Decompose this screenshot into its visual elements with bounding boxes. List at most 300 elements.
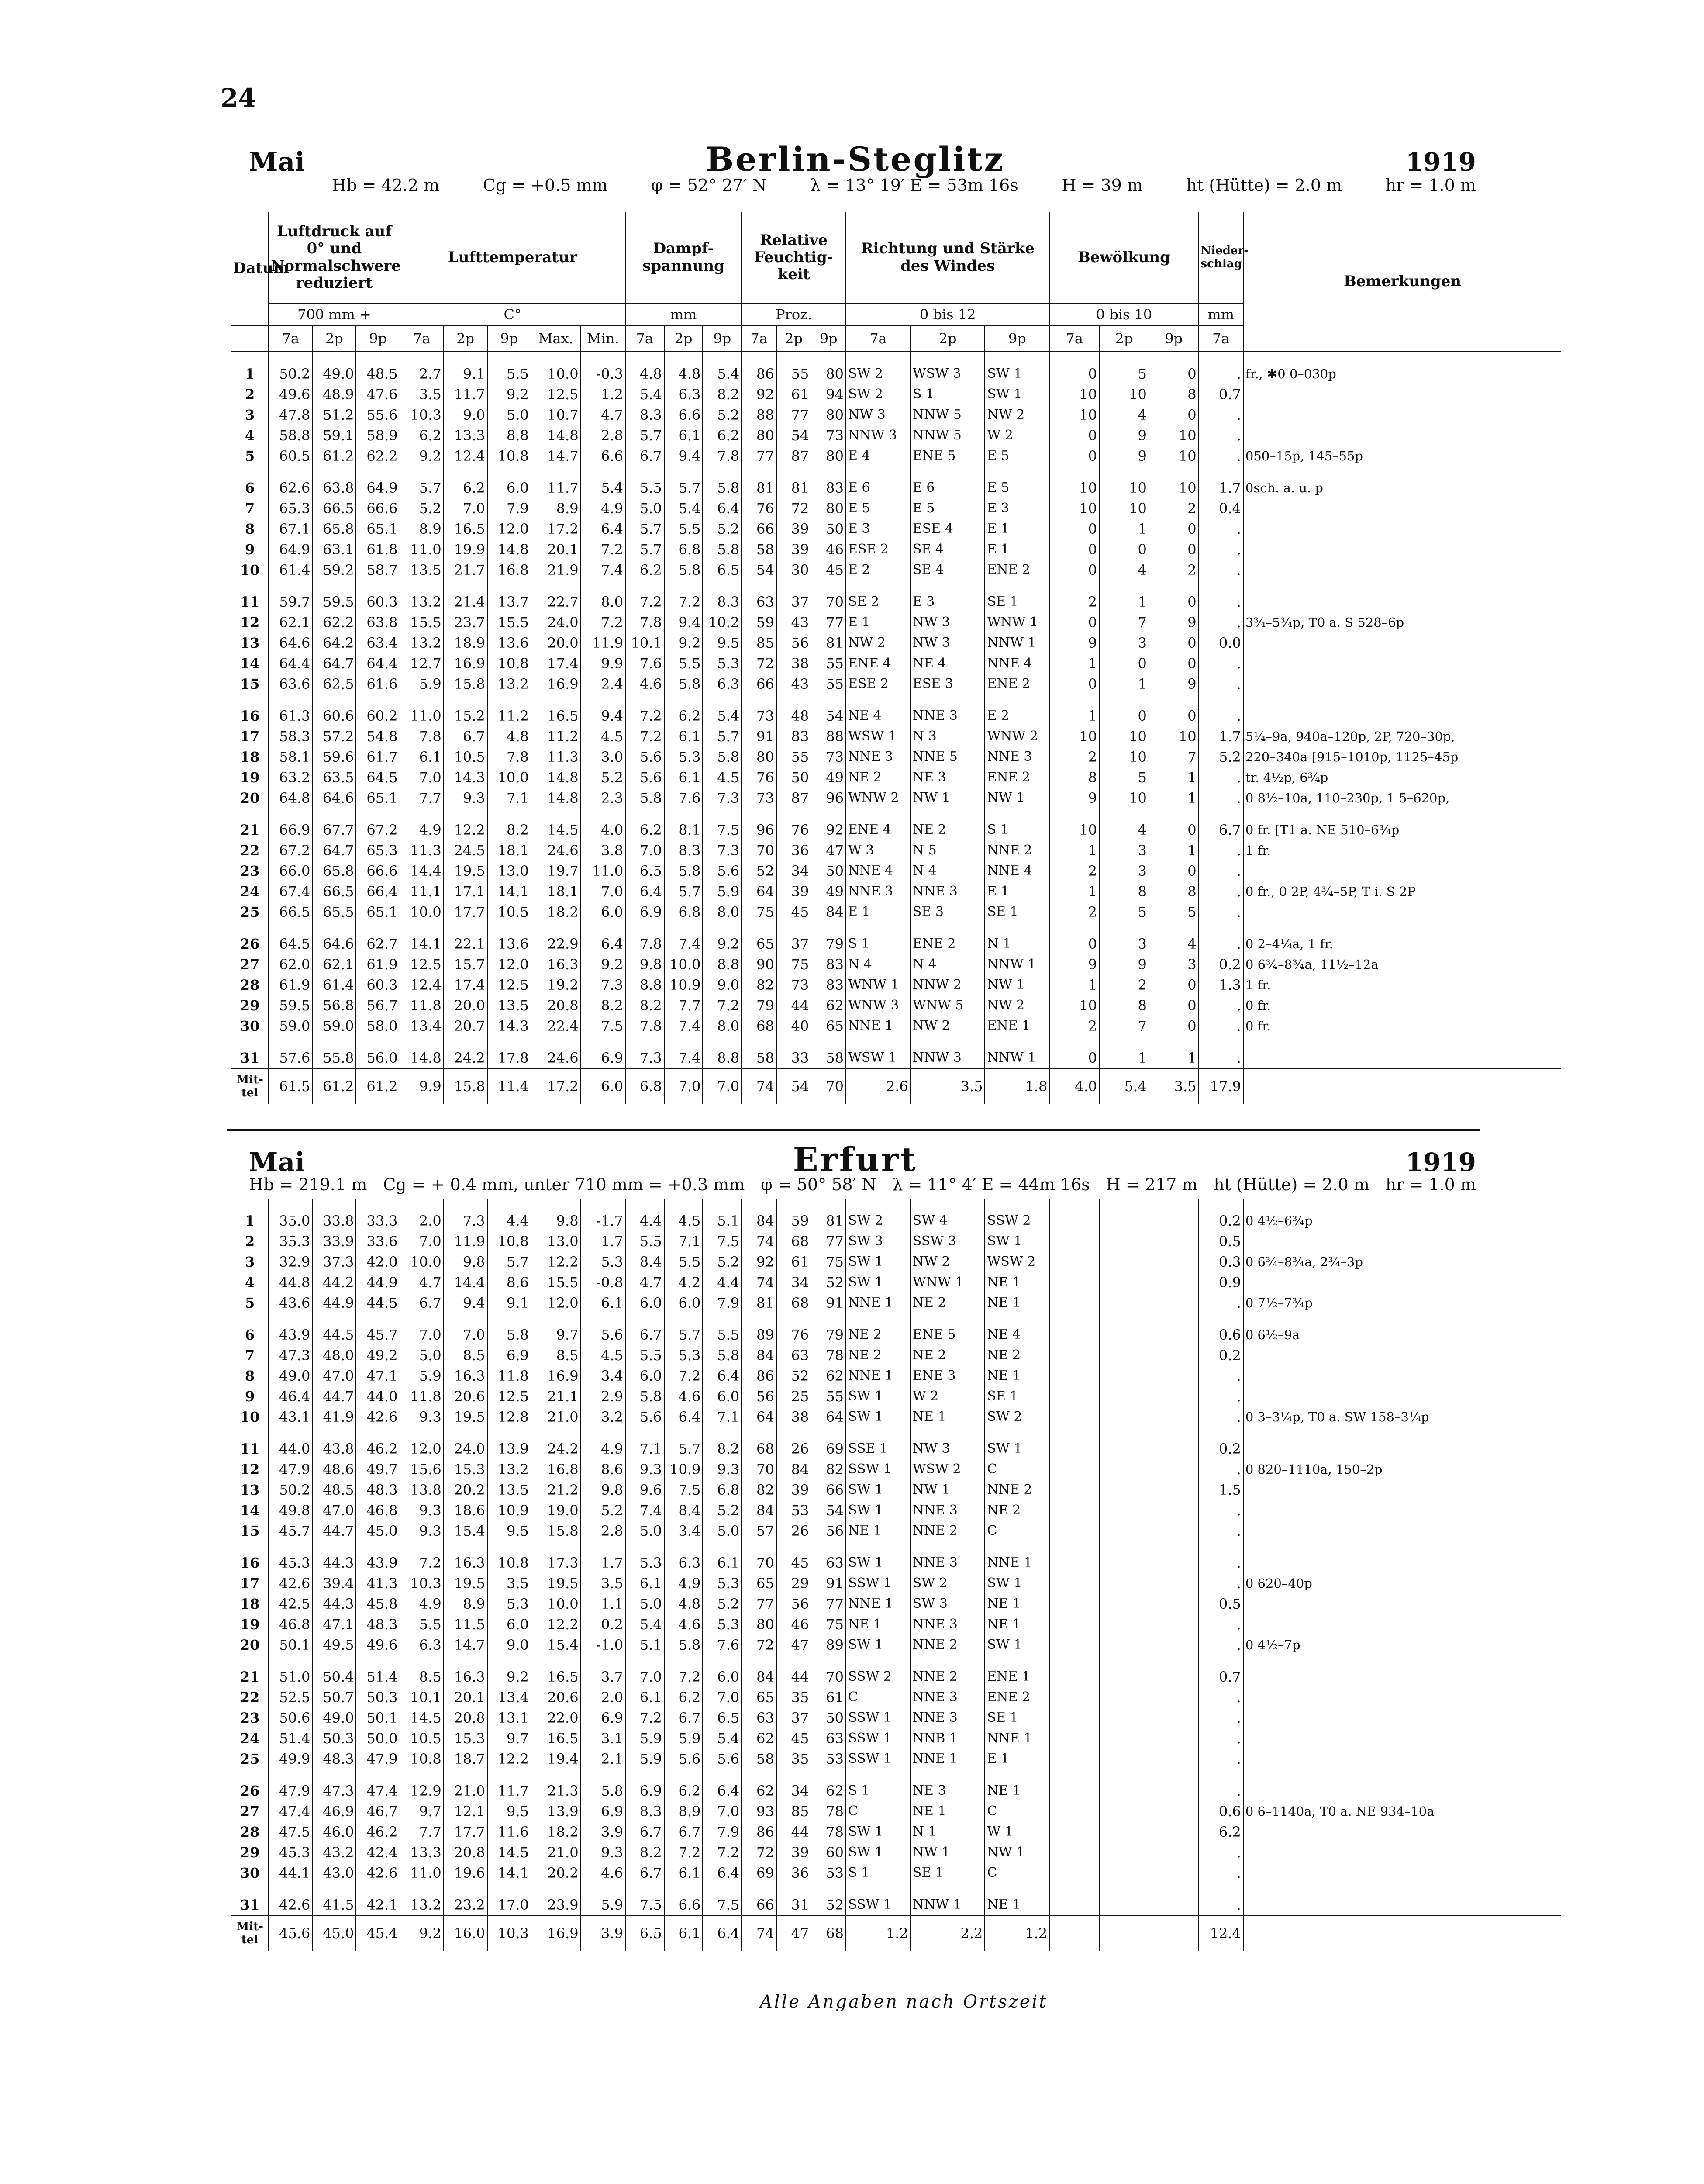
table-cell: 6.1: [703, 1541, 742, 1573]
table-cell: 7.8: [703, 446, 742, 466]
table-cell: 39.4: [312, 1573, 356, 1593]
table-cell: WNW 2: [846, 788, 911, 808]
table-cell: NW 2: [985, 995, 1049, 1016]
table-cell: 65: [742, 1573, 776, 1593]
mean-cell: 70: [811, 1068, 846, 1104]
table-cell: 88: [742, 404, 776, 425]
table-cell: 75: [776, 954, 811, 975]
h-max: Max.: [531, 325, 581, 352]
table-cell: SW 1: [846, 1386, 911, 1406]
table-row: [231, 1883, 1561, 1915]
table-cell: 5: [1149, 902, 1199, 922]
table-cell: [1099, 1769, 1149, 1801]
table-cell: 6.1: [664, 1863, 703, 1883]
table-cell: 44.2: [312, 1272, 356, 1292]
table-cell: 80: [811, 404, 846, 425]
table-row: [231, 995, 1561, 1016]
table-cell: 58.1: [269, 746, 312, 767]
table-cell: SW 1: [985, 1635, 1049, 1655]
table-cell: E 6: [911, 466, 985, 498]
table-cell: S 1: [985, 808, 1049, 840]
table-cell: [1149, 1231, 1199, 1251]
table-cell: 4.8: [625, 352, 664, 384]
table-cell: [1049, 1573, 1099, 1593]
table-cell: 78: [811, 1821, 846, 1842]
table-cell: NNE 3: [911, 1687, 985, 1707]
table-cell: 16.3: [444, 1655, 487, 1687]
table-cell: 5.7: [664, 881, 703, 902]
table-cell: 82: [742, 975, 776, 995]
table-cell: 58.0: [356, 1016, 400, 1036]
table-cell: 33.9: [312, 1231, 356, 1251]
table-cell: 9.0: [487, 1635, 531, 1655]
table-cell: 51.2: [312, 404, 356, 425]
table-cell: 8.3: [664, 840, 703, 860]
table-cell: 6.8: [664, 902, 703, 922]
table-cell: 5.2: [703, 518, 742, 539]
table-cell: 6.1: [664, 425, 703, 446]
table-cell: 42.6: [356, 1406, 400, 1427]
table-cell: SSW 1: [846, 1883, 911, 1915]
table-cell: 61.2: [312, 446, 356, 466]
table-cell: 65: [811, 1016, 846, 1036]
table-cell: 11.0: [581, 860, 625, 881]
table-cell: NW 2: [911, 1016, 985, 1036]
table-cell: 66: [811, 1479, 846, 1500]
table-cell: [1049, 1541, 1099, 1573]
table-cell: 8.8: [625, 975, 664, 995]
table-cell: 18: [231, 1593, 269, 1614]
table-cell: 12.2: [531, 1614, 581, 1635]
table-cell: 20.8: [444, 1707, 487, 1728]
table-cell: C: [846, 1801, 911, 1821]
table-cell: .: [1199, 612, 1243, 632]
table-cell: 0: [1149, 860, 1199, 881]
table-cell: 3.1: [581, 1728, 625, 1749]
mean-cell: 17.9: [1199, 1068, 1243, 1104]
mean-cell: 3.5: [1149, 1068, 1199, 1104]
table-cell: 5.5: [400, 1614, 444, 1635]
table-cell: 73: [742, 694, 776, 726]
table-cell: 6.4: [703, 498, 742, 518]
table-cell: [1243, 1593, 1561, 1614]
table-cell: 9.2: [487, 384, 531, 404]
table-cell: 10: [1149, 446, 1199, 466]
table-cell: .: [1198, 1614, 1243, 1635]
table-cell: 4.5: [581, 726, 625, 746]
table-cell: 2.0: [581, 1687, 625, 1707]
table-cell: 6.2: [664, 1769, 703, 1801]
table-cell: C: [985, 1521, 1049, 1541]
table-cell: NNE 3: [911, 1500, 985, 1521]
station-meta-item: Hb = 219.1 m: [249, 1175, 367, 1194]
table-cell: ENE 2: [985, 1687, 1049, 1707]
table-cell: 7.1: [487, 788, 531, 808]
table-cell: 86: [742, 1821, 776, 1842]
table-row: [231, 1036, 1561, 1068]
table-cell: .: [1199, 902, 1243, 922]
table-cell: 80: [742, 746, 776, 767]
table-cell: 5.8: [703, 746, 742, 767]
table-cell: 4.9: [664, 1573, 703, 1593]
table-cell: 65.3: [356, 840, 400, 860]
table-cell: .: [1199, 539, 1243, 560]
table-cell: 14.5: [487, 1842, 531, 1863]
table-cell: N 4: [911, 860, 985, 881]
table-cell: 24: [231, 1728, 269, 1749]
table-cell: 20.6: [531, 1687, 581, 1707]
table-cell: 80: [811, 498, 846, 518]
table-cell: 4: [231, 1272, 269, 1292]
table-cell: 44.7: [312, 1386, 356, 1406]
table-cell: 54.8: [356, 726, 400, 746]
table-cell: 12.0: [487, 954, 531, 975]
table-cell: 7.5: [581, 1016, 625, 1036]
table-cell: 19.6: [444, 1863, 487, 1883]
table-cell: 3.5: [581, 1573, 625, 1593]
h-7a: 7a: [1199, 325, 1243, 352]
table-cell: 6.1: [581, 1292, 625, 1313]
table-cell: 45.0: [356, 1521, 400, 1541]
table-cell: 61: [776, 384, 811, 404]
table-cell: 69: [811, 1427, 846, 1459]
table-cell: .: [1199, 881, 1243, 902]
table-cell: 50.1: [269, 1635, 312, 1655]
table-cell: SW 3: [846, 1231, 911, 1251]
table-cell: 39: [776, 518, 811, 539]
table-cell: 4.7: [581, 404, 625, 425]
table-cell: NE 2: [846, 1345, 911, 1365]
table-cell: 0: [1149, 653, 1199, 674]
mean-cell: 15.8: [444, 1068, 487, 1104]
table-cell: 17.8: [487, 1036, 531, 1068]
table-cell: 64.2: [312, 632, 356, 653]
table-cell: fr., ✱0 0–030p: [1245, 366, 1336, 381]
table-cell: 42.6: [269, 1573, 312, 1593]
mean-cell: 3.5: [911, 1068, 985, 1104]
station-meta-item: λ = 11° 4′ E = 44m 16s: [892, 1175, 1090, 1194]
table-cell: .: [1199, 425, 1243, 446]
table-row: [231, 1406, 1561, 1427]
table-cell: 21.0: [444, 1769, 487, 1801]
table-cell: .: [1199, 1016, 1243, 1036]
table-cell: 5.8: [703, 466, 742, 498]
table-cell: 13.5: [487, 995, 531, 1016]
berlin-month: Mai: [249, 147, 305, 177]
table-cell: 11.2: [487, 694, 531, 726]
table-cell: 80: [742, 425, 776, 446]
table-cell: W 2: [985, 425, 1049, 446]
table-cell: 1.7: [1199, 726, 1243, 746]
table-cell: 91: [811, 1573, 846, 1593]
blank-cell: [231, 325, 269, 352]
table-cell: 0: [1149, 518, 1199, 539]
table-cell: 74: [742, 1231, 776, 1251]
table-cell: [1243, 404, 1561, 425]
table-cell: [1049, 1386, 1099, 1406]
table-cell: E 2: [846, 560, 911, 580]
table-cell: [1099, 1821, 1149, 1842]
table-cell: 49.5: [312, 1635, 356, 1655]
table-cell: 0 6¾–8¾a, 2¾–3p: [1245, 1254, 1363, 1269]
table-cell: [1243, 1272, 1561, 1292]
table-cell: SSW 1: [846, 1749, 911, 1769]
table-cell: SE 1: [985, 902, 1049, 922]
table-cell: [1099, 1707, 1149, 1728]
table-cell: 11.6: [487, 1821, 531, 1842]
table-cell: 7.8: [625, 612, 664, 632]
table-cell: 19: [231, 767, 269, 788]
table-cell: SE 4: [911, 539, 985, 560]
table-cell: NNE 2: [911, 1635, 985, 1655]
table-cell: 7.8: [625, 1016, 664, 1036]
table-cell: 2: [1049, 746, 1099, 767]
table-cell: 47.1: [356, 1365, 400, 1386]
table-cell: 9.5: [487, 1801, 531, 1821]
table-cell: 7.3: [625, 1036, 664, 1068]
table-cell: 47.8: [269, 404, 312, 425]
table-cell: 13.0: [487, 860, 531, 881]
table-cell: 73: [811, 425, 846, 446]
table-cell: 61.9: [356, 954, 400, 975]
table-cell: 60.3: [356, 975, 400, 995]
table-cell: [1049, 1707, 1099, 1728]
table-cell: 0: [1149, 580, 1199, 612]
table-cell: 10.9: [664, 975, 703, 995]
table-cell: 9.4: [664, 612, 703, 632]
table-cell: 55.8: [312, 1036, 356, 1068]
table-cell: 5.5: [625, 1345, 664, 1365]
table-cell: 7.0: [444, 498, 487, 518]
table-cell: 8.3: [625, 1801, 664, 1821]
table-cell: NW 3: [911, 612, 985, 632]
table-row: [231, 446, 1561, 466]
table-cell: 85: [776, 1801, 811, 1821]
table-cell: 45: [776, 902, 811, 922]
table-cell: 59.7: [269, 580, 312, 612]
table-row: [231, 1573, 1561, 1593]
table-cell: 24: [231, 881, 269, 902]
table-cell: 5.6: [664, 1749, 703, 1769]
h-9p: 9p: [811, 325, 846, 352]
table-cell: NW 1: [911, 1479, 985, 1500]
table-cell: 15: [231, 1521, 269, 1541]
table-cell: 11.3: [400, 840, 444, 860]
table-cell: 8.8: [487, 425, 531, 446]
table-cell: .: [1199, 788, 1243, 808]
table-cell: 9.4: [581, 694, 625, 726]
table-cell: .: [1199, 840, 1243, 860]
table-cell: 11.7: [531, 466, 581, 498]
table-cell: 3: [1099, 922, 1149, 954]
table-cell: 13.2: [400, 580, 444, 612]
table-cell: 39: [776, 1479, 811, 1500]
table-cell: 5.4: [581, 466, 625, 498]
table-cell: 4.6: [581, 1863, 625, 1883]
table-cell: 45: [811, 560, 846, 580]
table-cell: NE 1: [985, 1593, 1049, 1614]
table-cell: 13: [231, 632, 269, 653]
table-cell: 20.7: [444, 1016, 487, 1036]
table-cell: N 3: [911, 726, 985, 746]
table-cell: 5.2: [1199, 746, 1243, 767]
table-cell: 1: [1149, 788, 1199, 808]
table-cell: NNE 2: [911, 1655, 985, 1687]
table-cell: 6.3: [400, 1635, 444, 1655]
table-cell: 11: [231, 1427, 269, 1459]
table-cell: [1243, 1479, 1561, 1500]
table-cell: 67.2: [356, 808, 400, 840]
table-cell: 10: [1049, 726, 1099, 746]
table-cell: 8.2: [487, 808, 531, 840]
table-cell: 5.7: [625, 425, 664, 446]
table-cell: 29: [231, 1842, 269, 1863]
mean-cell: [1049, 1915, 1099, 1951]
table-cell: 4.8: [487, 726, 531, 746]
table-cell: 0: [1049, 674, 1099, 694]
table-cell: 11.0: [400, 1863, 444, 1883]
table-cell: 10: [1049, 995, 1099, 1016]
mean-cell: 7.0: [703, 1068, 742, 1104]
table-cell: 46.2: [356, 1427, 400, 1459]
table-cell: 5.4: [703, 1728, 742, 1749]
table-cell: SW 1: [985, 384, 1049, 404]
table-cell: 4: [231, 425, 269, 446]
table-cell: 38: [776, 1406, 811, 1427]
table-cell: 62: [811, 1365, 846, 1386]
table-cell: 7.7: [664, 995, 703, 1016]
table-cell: 22.1: [444, 922, 487, 954]
h-7a: 7a: [742, 325, 776, 352]
table-cell: 5.8: [703, 1345, 742, 1365]
table-cell: 24.2: [444, 1036, 487, 1068]
table-cell: NNE 4: [846, 860, 911, 881]
table-cell: WSW 2: [985, 1251, 1049, 1272]
table-row: [231, 466, 1561, 498]
table-cell: 10.9: [487, 1500, 531, 1521]
table-cell: 2.4: [581, 674, 625, 694]
table-cell: 43.9: [356, 1541, 400, 1573]
mean-cell: 61.5: [269, 1068, 312, 1104]
table-cell: 11.7: [444, 384, 487, 404]
h-7a: 7a: [625, 325, 664, 352]
table-cell: 7.0: [400, 1231, 444, 1251]
table-cell: 10: [1149, 466, 1199, 498]
table-cell: 76: [742, 767, 776, 788]
table-cell: 5.7: [664, 466, 703, 498]
table-cell: [1049, 1769, 1099, 1801]
table-cell: 6.0: [625, 1365, 664, 1386]
table-cell: 37: [776, 922, 811, 954]
table-cell: 7.0: [703, 1801, 742, 1821]
table-cell: WNW 1: [846, 975, 911, 995]
table-cell: 4.7: [625, 1272, 664, 1292]
table-cell: 5.4: [625, 1614, 664, 1635]
table-cell: 64.5: [356, 767, 400, 788]
table-cell: 4.8: [664, 352, 703, 384]
unit-nied: mm: [1199, 304, 1243, 325]
table-row: [231, 539, 1561, 560]
table-cell: 20: [231, 1635, 269, 1655]
table-cell: 5.2: [703, 1593, 742, 1614]
table-cell: .: [1198, 1365, 1243, 1386]
table-cell: 7.9: [703, 1821, 742, 1842]
section-divider: [227, 1129, 1480, 1131]
table-cell: 6.0: [703, 1655, 742, 1687]
table-cell: 5.0: [487, 404, 531, 425]
table-cell: 8.4: [625, 1251, 664, 1272]
table-cell: SW 2: [911, 1573, 985, 1593]
table-cell: 18.6: [444, 1500, 487, 1521]
table-cell: 39: [776, 1842, 811, 1863]
table-cell: 5.3: [664, 746, 703, 767]
table-cell: 2: [1149, 498, 1199, 518]
table-cell: 2.7: [400, 352, 444, 384]
table-cell: 6.2: [664, 1687, 703, 1707]
table-cell: 0: [1049, 1036, 1099, 1068]
table-cell: [1049, 1635, 1099, 1655]
table-cell: 8.5: [400, 1655, 444, 1687]
table-cell: 45: [776, 1541, 811, 1573]
table-cell: 39: [776, 539, 811, 560]
table-cell: 15.8: [531, 1521, 581, 1541]
table-cell: 49: [811, 767, 846, 788]
table-cell: 8: [1049, 767, 1099, 788]
table-cell: 1.5: [1198, 1479, 1243, 1500]
table-cell: 56: [742, 1386, 776, 1406]
table-cell: NE 1: [985, 1292, 1049, 1313]
table-cell: NNW 3: [846, 425, 911, 446]
table-cell: 43: [776, 674, 811, 694]
table-cell: 6.9: [581, 1707, 625, 1728]
table-cell: NNW 1: [985, 632, 1049, 653]
table-cell: 15.4: [531, 1635, 581, 1655]
table-cell: 50.3: [312, 1728, 356, 1749]
table-cell: 44.5: [312, 1313, 356, 1345]
table-cell: 5.1: [625, 1635, 664, 1655]
table-cell: 44.9: [356, 1272, 400, 1292]
table-cell: 5.2: [703, 1251, 742, 1272]
table-cell: 14.3: [487, 1016, 531, 1036]
table-cell: 47.9: [269, 1769, 312, 1801]
table-cell: 58.3: [269, 726, 312, 746]
mean-cell: 7.0: [664, 1068, 703, 1104]
table-cell: 13.9: [487, 1427, 531, 1459]
table-cell: 6.3: [703, 674, 742, 694]
table-cell: 10: [231, 1406, 269, 1427]
table-cell: 55.6: [356, 404, 400, 425]
table-cell: [1243, 580, 1561, 612]
mean-row: [231, 1068, 1561, 1104]
table-cell: 6.4: [703, 1863, 742, 1883]
table-cell: 58: [742, 1036, 776, 1068]
table-cell: 20.2: [531, 1863, 581, 1883]
table-cell: SSW 1: [846, 1573, 911, 1593]
table-row: [231, 808, 1561, 840]
table-cell: NNW 5: [911, 425, 985, 446]
table-cell: NNE 1: [846, 1016, 911, 1036]
table-cell: 5.8: [625, 788, 664, 808]
table-cell: SW 1: [846, 1635, 911, 1655]
table-cell: [1149, 1199, 1199, 1231]
table-cell: NNW 5: [911, 404, 985, 425]
table-cell: 13.2: [400, 1883, 444, 1915]
table-cell: 5.8: [664, 1635, 703, 1655]
table-cell: [1149, 1821, 1199, 1842]
table-cell: 11.0: [400, 694, 444, 726]
table-cell: 77: [742, 446, 776, 466]
table-cell: 8.2: [703, 1427, 742, 1459]
